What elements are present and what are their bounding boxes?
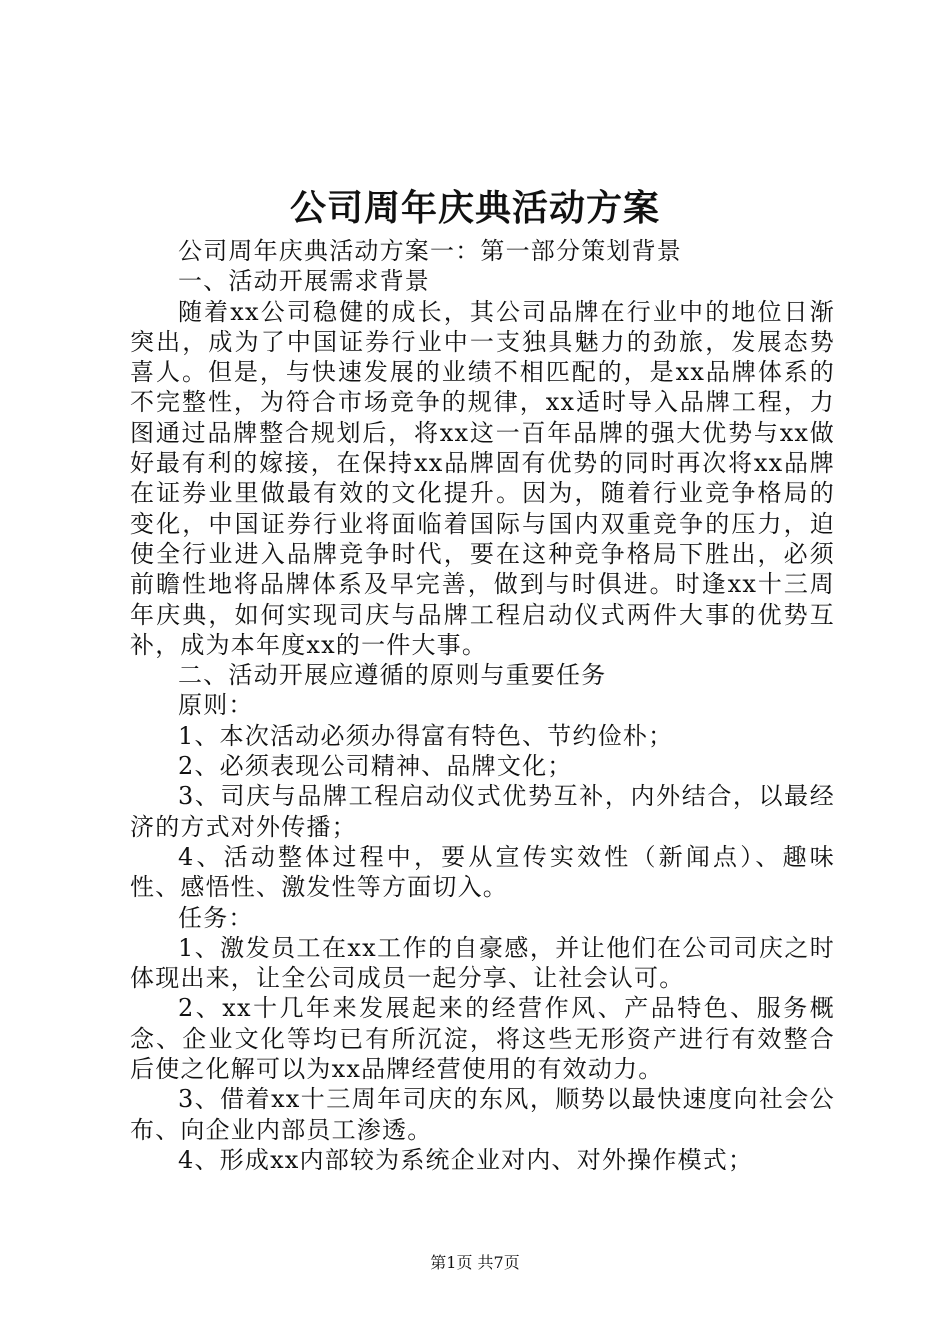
paragraph-background: 随着xx公司稳健的成长，其公司品牌在行业中的地位日渐突出，成为了中国证券行业中一支独具魅力的劲旅，发展态势喜人。但是，与快速发展的业绩不相匹配的，是xx品牌体系的不完整性，为符合市场竞争的规律，xx适时导入品牌工程，力图通过品牌整合规划后，将xx这一百年品牌的强大优势与xx做好最有利的嫁接，在保持xx品牌固有优势的同时再次将xx品牌在证券业里做最有效的文化提升。因为，随着行业竞争格局的变化，中国证券行业将面临着国际与国内双重竞争的压力，迫使全行业进入品牌竞争时代，要在这种竞争格局下胜出，必须前瞻性地将品牌体系及早完善，做到与时俱进。时逢xx十三周年庆典，如何实现司庆与品牌工程启动仪式两件大事的优势互补，成为本年度xx的一件大事。	[130, 297, 835, 659]
principle-item-1: 1、本次活动必须办得富有特色、节约俭朴；	[178, 721, 674, 750]
document-title: 公司周年庆典活动方案	[289, 187, 660, 229]
principle-item-3: 3、司庆与品牌工程启动仪式优势互补，内外结合，以最经济的方式对外传播；	[130, 782, 835, 841]
document-body	[130, 236, 835, 1175]
task-item-2: 2、xx十几年来发展起来的经营作风、产品特色、服务概念、企业文化等均已有所沉淀，将这些无形资产进行有效整合后使之化解可以为xx品牌经营使用的有效动力。	[130, 994, 835, 1084]
tasks-label: 任务：	[178, 903, 254, 932]
section-heading-2: 二、活动开展应遵循的原则与重要任务	[178, 661, 607, 690]
section-heading-1: 一、活动开展需求背景	[178, 267, 430, 296]
principle-item-4: 4、活动整体过程中，要从宣传实效性（新闻点）、趣味性、感悟性、激发性等方面切入。	[130, 842, 835, 902]
page-number-footer: 第1页 共7页	[430, 1253, 520, 1272]
paragraph-intro: 公司周年庆典活动方案一：第一部分策划背景	[178, 237, 682, 265]
principle-item-2: 2、必须表现公司精神、品牌文化；	[178, 752, 573, 781]
task-item-4: 4、形成xx内部较为系统企业对内、对外操作模式；	[178, 1145, 754, 1174]
principles-label: 原则：	[178, 691, 254, 720]
task-item-3: 3、借着xx十三周年司庆的东风，顺势以最快速度向社会公布、向企业内部员工渗透。	[130, 1085, 835, 1144]
task-item-1: 1、激发员工在xx工作的自豪感，并让他们在公司司庆之时体现出来，让全公司成员一起分享、让社会认可。	[130, 933, 835, 993]
